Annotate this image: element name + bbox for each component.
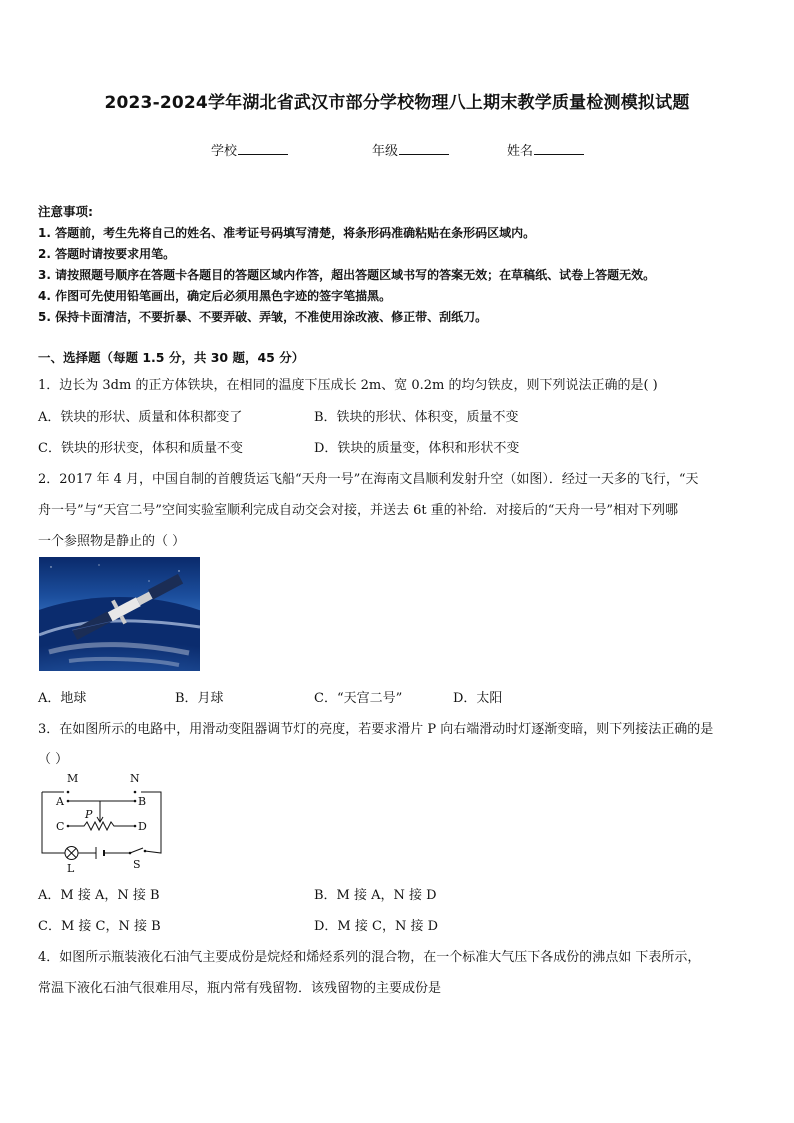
question-1-option-a[interactable]: A．铁块的形状、质量和体积都变了 [38,410,243,425]
notice-item: 4. 作图可先使用铅笔画出，确定后必须用黑色字迹的签字笔描黑。 [38,289,392,303]
school-label: 学校 [211,144,238,159]
question-3-option-d[interactable]: D．M 接 C，N 接 D [314,919,439,934]
terminal-label-d: D [138,820,147,833]
school-blank[interactable] [238,142,288,155]
question-1-stem: 1．边长为 3dm 的正方体铁块，在相同的温度下压成长 2m、宽 0.2m 的均匀铁皮，则下列说法正确的是( ) [38,378,658,393]
question-1-option-d[interactable]: D．铁块的质量变，体积和形状不变 [314,441,520,456]
question-2-option-a[interactable]: A．地球 [38,691,87,706]
notice-item: 5. 保持卡面清洁，不要折暴、不要弄破、弄皱，不准使用涂改液、修正带、刮纸刀。 [38,310,488,324]
switch-label-s: S [133,858,141,871]
question-3-option-b[interactable]: B．M 接 A，N 接 D [314,888,437,903]
question-1-option-c[interactable]: C．铁块的形状变，体积和质量不变 [38,441,243,456]
question-1-option-b[interactable]: B．铁块的形状、体积变，质量不变 [314,410,519,425]
question-3-line: （ ） [38,752,69,767]
question-4-line: 4．如图所示瓶装液化石油气主要成份是烷烃和烯烃系列的混合物，在一个标准大气压下各成份的沸点如 下表所示， [38,950,701,965]
slider-label-p: P [85,808,93,821]
name-blank[interactable] [534,142,584,155]
question-3-option-c[interactable]: C．M 接 C，N 接 B [38,919,161,934]
notice-item: 3. 请按照题号顺序在答题卡各题目的答题区域内作答，超出答题区域书写的答案无效；在草稿纸、试卷上答题无效。 [38,268,656,282]
terminal-label-n: N [130,772,140,785]
question-4-line: 常温下液化石油气很难用尽，瓶内常有残留物．该残留物的主要成份是 [38,981,442,996]
question-2-option-c[interactable]: C．“天宫二号” [314,691,403,706]
page-title: 2023-2024学年湖北省武汉市部分学校物理八上期末教学质量检测模拟试题 [104,93,690,113]
question-2-line: 2．2017 年 4 月，中国自制的首艘货运飞船“天舟一号”在海南文昌顺利发射升空（如图）．经过一天多的飞行，“天 [38,472,699,487]
question-3-line: 3．在如图所示的电路中，用滑动变阻器调节灯的亮度，若要求滑片 P 向右端滑动时灯逐渐变暗，则下列接法正确的是 [38,722,714,737]
question-2-option-d[interactable]: D．太阳 [453,691,503,706]
name-label: 姓名 [507,144,534,159]
question-2-option-b[interactable]: B．月球 [175,691,224,706]
terminal-label-a: A [56,795,64,808]
name-field [507,140,584,159]
notice-item: 1. 答题前，考生先将自己的姓名、准考证号码填写清楚，将条形码准确粘贴在条形码区域内。 [38,226,536,240]
terminal-label-b: B [138,795,147,808]
question-3-option-a[interactable]: A．M 接 A，N 接 B [38,888,160,903]
question-2-line: 一个参照物是静止的（ ） [38,534,186,549]
section-heading: 一、选择题（每题 1.5 分，共 30 题，45 分） [38,350,305,365]
spacecraft-docking-photo [39,557,200,671]
grade-blank[interactable] [399,142,449,155]
terminal-label-c: C [56,820,65,833]
notice-heading: 注意事项: [38,204,93,219]
lamp-label-l: L [67,862,75,875]
question-2-line: 舟一号”与“天宫二号”空间实验室顺利完成自动交会对接，并送去 6t 重的补给．对接后的“天舟一号”相对下列哪 [38,503,678,518]
circuit-diagram [38,770,168,878]
terminal-label-m: M [67,772,79,785]
grade-label: 年级 [372,144,399,159]
notice-item: 2. 答题时请按要求用笔。 [38,247,176,261]
grade-field [372,140,449,159]
school-field [211,140,288,159]
